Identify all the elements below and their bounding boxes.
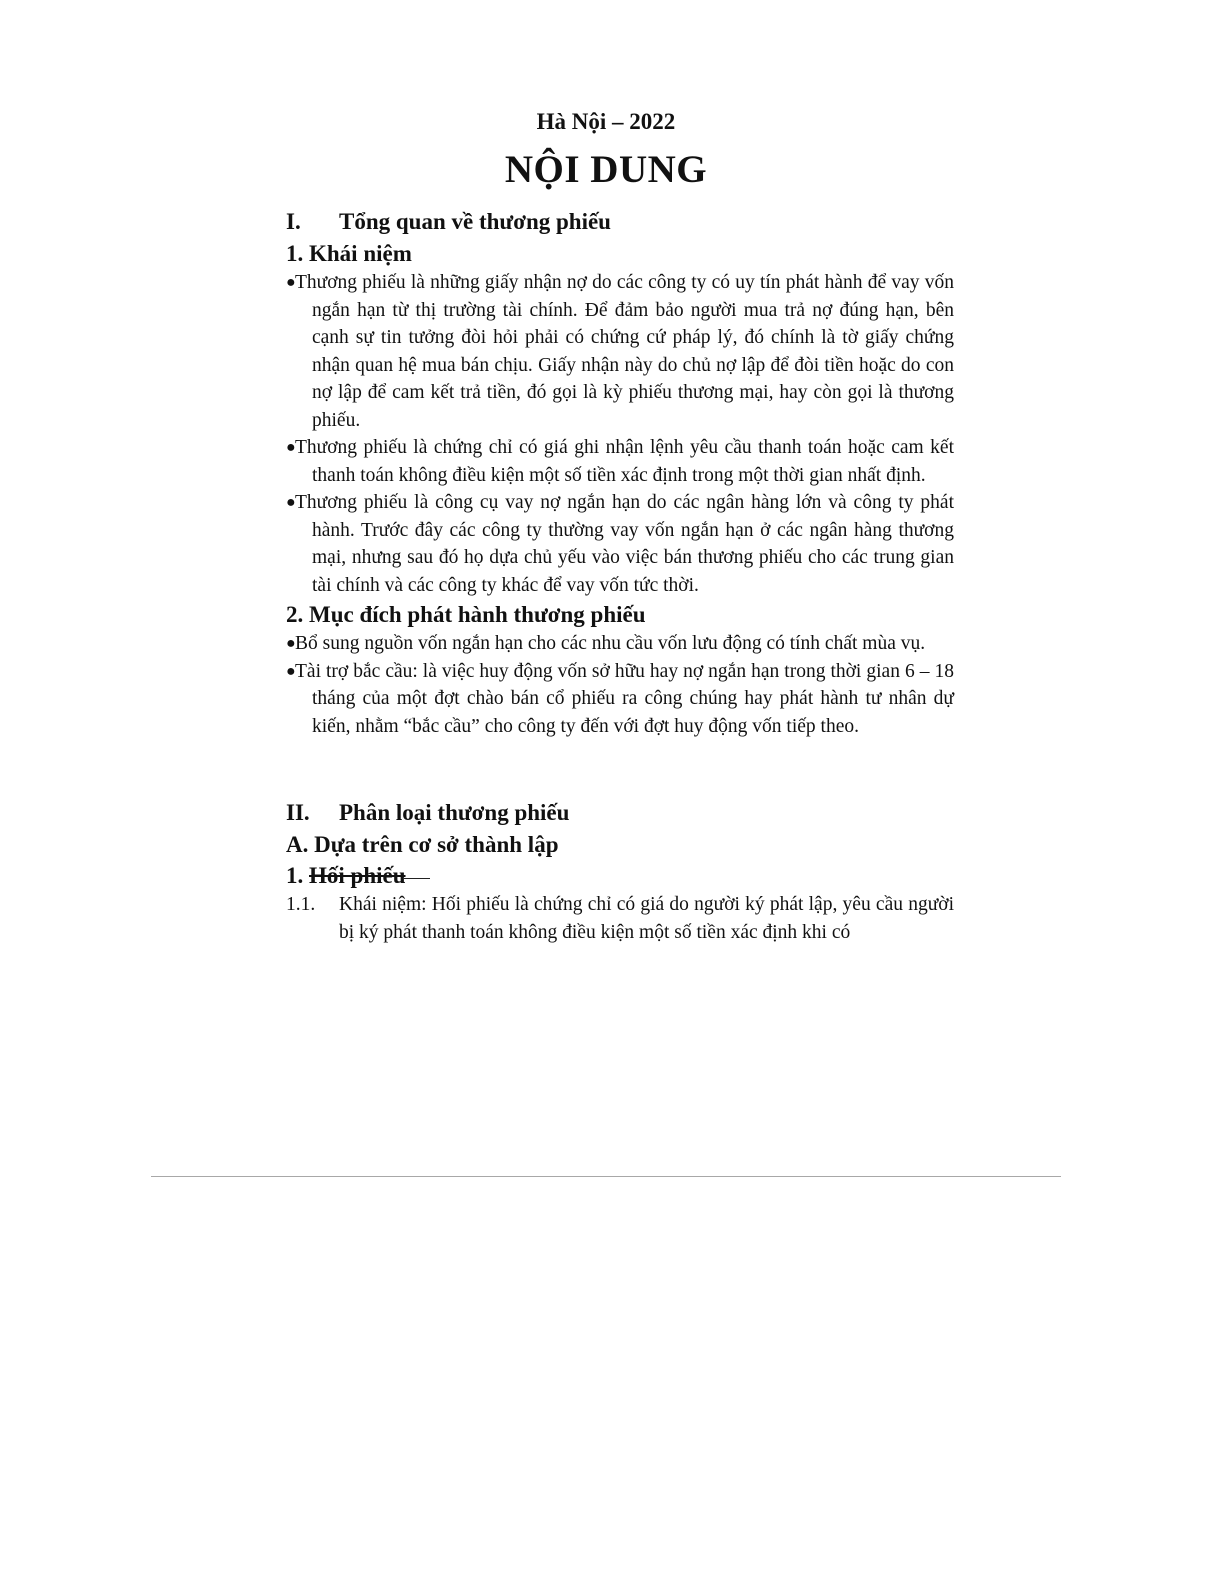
- city-year: Hà Nội – 2022: [536, 109, 676, 134]
- list-item-text: Tài trợ bắc cầu: là việc huy động vốn sở hữu hay nợ ngắn hạn trong thời gian 6 – 18 tháng của một đợt chào bán cổ phiếu ra công chúng hay phát hành tư nhân dự kiến, nhằm “bắc cầu” cho công ty đến với đợt huy động vốn tiếp theo.: [295, 660, 954, 737]
- subsection-1-heading: 1. Khái niệm: [286, 241, 412, 266]
- section-1-title: Tổng quan về thương phiếu: [339, 209, 611, 234]
- list-item-text: Thương phiếu là những giấy nhận nợ do các công ty có uy tín phát hành để vay vốn ngắn hạn từ thị trường tài chính. Để đảm bảo người mua trả nợ đúng hạn, bên cạnh sự tin tưởng đòi hỏi phải có chứng cứ pháp lý, đó chính là tờ giấy chứng nhận quan hệ mua bán chịu. Giấy nhận này do chủ nợ lập để đòi tiền hoặc do con nợ lập để cam kết trả tiền, đó gọi là kỳ phiếu thương mại, hay còn gọi là thương phiếu.: [295, 272, 954, 431]
- list-item: [286, 489, 954, 599]
- strikethrough-mark: [404, 878, 430, 879]
- list-item: [286, 630, 954, 658]
- item-1-heading: [286, 860, 954, 891]
- document-content: [286, 206, 954, 946]
- item-1-title: Hối phiếu: [309, 863, 406, 888]
- bullet-icon: ●: [286, 274, 296, 291]
- section-1-number: I.: [286, 209, 301, 234]
- list-item: [286, 658, 954, 741]
- bullet-icon: ●: [286, 494, 296, 511]
- item-1-1-text: Khái niệm: Hối phiếu là chứng chỉ có giá do người ký phát lập, yêu cầu người bị ký phát thanh toán không điều kiện một số tiền xác định khi có: [339, 894, 954, 943]
- list-item-text: Thương phiếu là chứng chỉ có giá ghi nhận lệnh yêu cầu thanh toán hoặc cam kết thanh toán không điều kiện một số tiền xác định trong một thời gian nhất định.: [295, 437, 954, 486]
- list-item: [286, 434, 954, 489]
- concept-bullet-list: [286, 269, 954, 599]
- item-1-number: 1.: [286, 863, 304, 888]
- purpose-bullet-list: [286, 630, 954, 740]
- section-2-title: Phân loại thương phiếu: [339, 800, 570, 825]
- item-1-1-number: 1.1.: [286, 894, 316, 915]
- subsection-a-heading: A. Dựa trên cơ sở thành lập: [286, 832, 559, 857]
- item-1-1: [286, 891, 954, 946]
- list-item-text: Thương phiếu là công cụ vay nợ ngắn hạn do các ngân hàng lớn và công ty phát hành. Trước đây các công ty thường vay vốn ngắn hạn ở các ngân hàng thương mại, nhưng sau đó họ dựa chủ yếu vào việc bán thương phiếu cho các trung gian tài chính và các công ty khác để vay vốn tức thời.: [295, 492, 954, 596]
- bullet-icon: ●: [286, 662, 296, 680]
- bullet-icon: ●: [286, 439, 296, 456]
- section-2-number: II.: [286, 800, 310, 825]
- page-divider: [151, 1176, 1061, 1177]
- section-1-heading: [286, 206, 954, 238]
- subsection-2-heading: 2. Mục đích phát hành thương phiếu: [286, 602, 646, 627]
- bullet-icon: ●: [286, 635, 296, 652]
- list-item-text: Bổ sung nguồn vốn ngắn hạn cho các nhu cầu vốn lưu động có tính chất mùa vụ.: [295, 633, 926, 654]
- section-2-heading: [286, 797, 954, 829]
- document-title: NỘI DUNG: [504, 148, 708, 191]
- list-item: [286, 269, 954, 434]
- section-spacer: [286, 740, 954, 797]
